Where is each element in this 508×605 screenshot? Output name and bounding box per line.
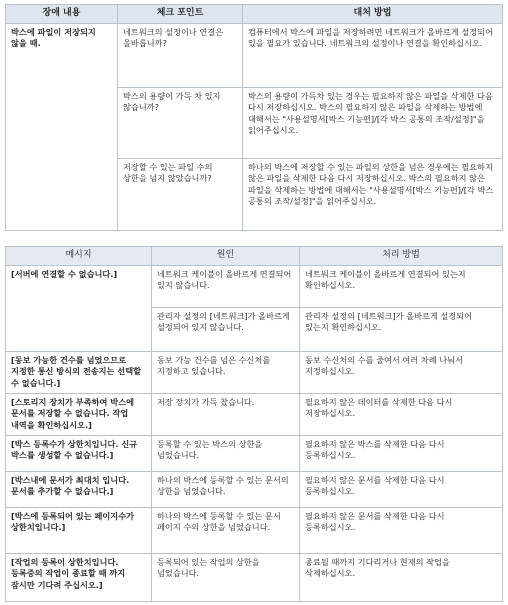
cause-cell: 하나의 박스에 등록할 수 있는 문서 페이지 수의 상한을 넘었습니다. [152, 507, 300, 553]
check-cell: 저장할 수 있는 파일 수의 상한을 넘지 않았습니까? [118, 158, 243, 230]
message-cell: [박스내에 문서가 최대치 입니다. 문서를 추가할 수 없습니다.] [6, 471, 152, 507]
header-cause: 원인 [152, 247, 300, 266]
message-cell: [박스에 등록되어 있는 페이지수가 상한치입니다.] [6, 507, 152, 553]
message-cell: [동보 가능한 건수를 넘었으므로 지정한 통신 방식의 전송지는 선택할 수 없습니다.] [6, 351, 152, 393]
error-message-table [5, 246, 503, 602]
check-cell: 박스의 용량이 가득 차 있지 않습니까? [118, 87, 243, 158]
remedy-cell: 필요하지 않은 데이터를 삭제한 다음 다시 저장하십시오. [300, 393, 503, 435]
cause-cell: 동보 가능 건수를 넘은 수신처를 지정하고 있습니다. [152, 351, 300, 393]
remedy-cell: 네트워크 케이블이 올바르게 연결되어 있는지 확인하십시오. [300, 265, 503, 307]
header-remedy: 처리 방법 [300, 247, 503, 266]
action-cell: 박스의 용량이 가득차 있는 경우는 필요하지 않은 파일을 삭제한 다음 다시 저장하십시오. 박스의 필요하지 않은 파일을 삭제하는 방법에 대해서는 "사용설명서[박스 기능편]/[각 박스 공통의 조작/설정]"을 읽어주십시오. [243, 87, 503, 158]
box-save-troubleshooting-table [5, 4, 503, 231]
action-cell: 컴퓨터에서 박스에 파일을 저장하려면 네트워크가 올바르게 설정되어 있을 필요가 있습니다. 네트워크의 설정이나 연결을 확인하십시오. [243, 23, 503, 87]
remedy-cell: 필요하지 않은 문서를 삭제한 다음 다시 등록하십시오. [300, 507, 503, 553]
check-cell: 네트워크의 설정이나 연결은 올바릅니까? [118, 23, 243, 87]
header-message: 메시지 [6, 247, 152, 266]
header-check-point: 체크 포인트 [118, 5, 243, 24]
problem-cell: 박스에 파일이 저장되지 않을 때. [6, 23, 118, 230]
action-cell: 하나의 박스에 저장할 수 있는 파일의 상한을 넘은 경우에는 필요하지 않은 파일을 삭제한 다음 다시 저장하십시오. 박스의 필요하지 않은 파일을 삭제하는 방법에 대해서는 "사용설명서[박스 기능편]/[각 박스 공통의 조작/설정]"을 읽어주십시오. [243, 158, 503, 230]
cause-cell: 관리자 설정의 [네트워크]가 올바르게 설정되어 있지 않습니다. [152, 307, 300, 351]
cause-cell: 등록할 수 있는 박스의 상한을 넘었습니다. [152, 435, 300, 471]
remedy-cell: 동보 수신처의 수를 줄여서 여러 차례 나눠서 지정하십시오. [300, 351, 503, 393]
cause-cell: 저장 장치가 가득 찼습니다. [152, 393, 300, 435]
message-cell: [스토리지 장치가 부족하여 박스에 문서를 저장할 수 없습니다. 작업 내역을 확인하십시오.] [6, 393, 152, 435]
message-cell: [서버에 연결할 수 없습니다.] [6, 265, 152, 351]
message-cell: [작업의 등록이 상한치입니다. 등록중의 작업이 종료할 때 까지 잠시만 기다려 주십시오.] [6, 553, 152, 601]
cause-cell: 하나의 박스에 등록할 수 있는 문서의 상한을 넘었습니다. [152, 471, 300, 507]
header-problem: 장애 내용 [6, 5, 118, 24]
remedy-cell: 필요하지 않은 박스를 삭제한 다음 다시 등록하십시오. [300, 435, 503, 471]
cause-cell: 등록되어 있는 작업의 상한을 넘었습니다. [152, 553, 300, 601]
cause-cell: 네트워크 케이블이 올바르게 연결되어 있지 않습니다. [152, 265, 300, 307]
message-cell: [박스 등록수가 상한치입니다. 신규 박스를 생성할 수 없습니다.] [6, 435, 152, 471]
remedy-cell: 관리자 설정의 [네트워크]가 올바르게 설정되어 있는지 확인하십시오. [300, 307, 503, 351]
remedy-cell: 필요하지 않은 문서를 삭제한 다음 다시 등록하십시오. [300, 471, 503, 507]
remedy-cell: 종료될 때까지 기다리거나 현재의 작업을 삭제하십시오. [300, 553, 503, 601]
header-solution: 대처 방법 [243, 5, 503, 24]
